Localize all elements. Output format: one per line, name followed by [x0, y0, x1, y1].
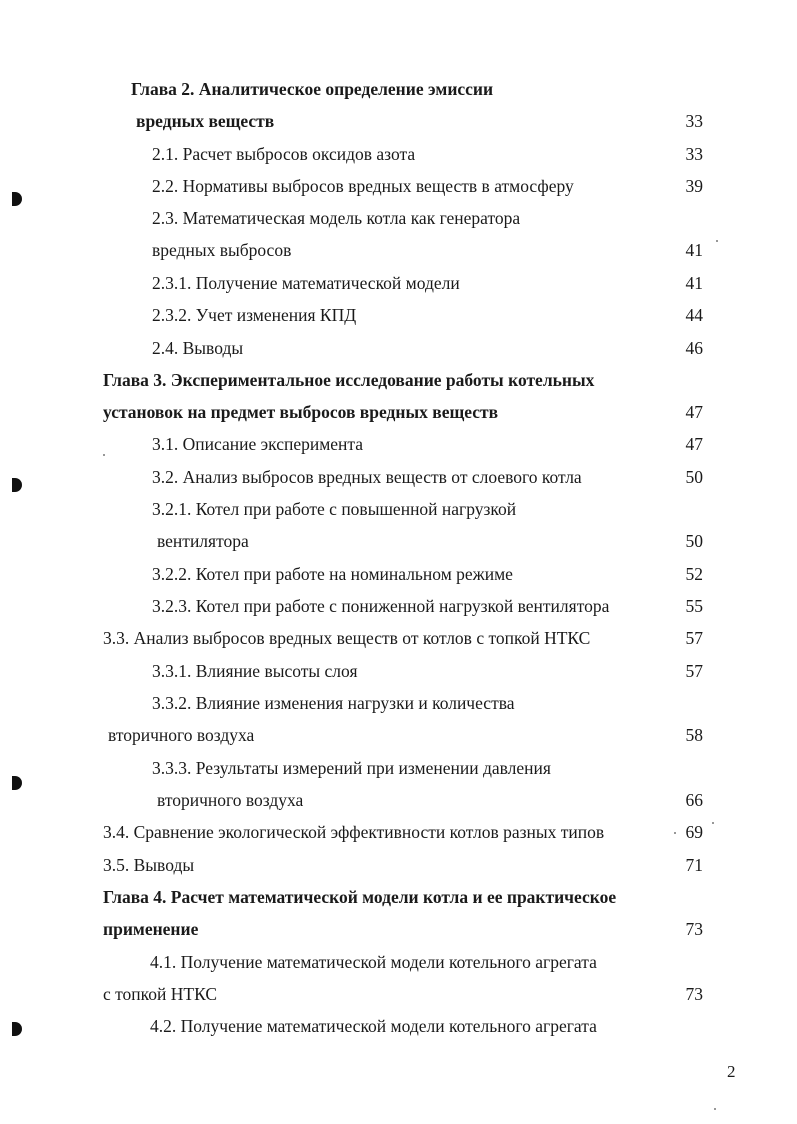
toc-line: применение [103, 919, 199, 939]
toc-page-number: 33 [685, 144, 703, 164]
toc-line: с топкой НТКС [103, 984, 218, 1004]
toc-line: 3.5. Выводы [103, 855, 195, 875]
toc-page-number: 73 [685, 919, 703, 939]
toc-line: вредных выбросов [152, 240, 292, 260]
toc-page-number: 50 [685, 531, 703, 551]
toc-line: 3.3.2. Влияние изменения нагрузки и количества [152, 693, 515, 713]
binding-mark [12, 776, 22, 790]
toc-page-number: 47 [685, 402, 703, 422]
toc-line: 3.3. Анализ выбросов вредных веществ от котлов с топкой НТКС [103, 628, 591, 648]
toc-page-number: 41 [685, 273, 703, 293]
toc-line: вентилятора [157, 531, 249, 551]
toc-line: Глава 4. Расчет математической модели котла и ее практическое [103, 887, 617, 907]
toc-line: 2.3.1. Получение математической модели [152, 273, 460, 293]
toc-page-number: 46 [685, 338, 703, 358]
toc-line: 3.2. Анализ выбросов вредных веществ от слоевого котла [152, 467, 582, 487]
toc-line: 3.3.3. Результаты измерений при изменении давления [152, 758, 551, 778]
toc-page-number: 71 [685, 855, 703, 875]
binding-mark [12, 478, 22, 492]
binding-mark [12, 1022, 22, 1036]
toc-page-number: 33 [685, 111, 703, 131]
toc-line: 3.2.1. Котел при работе с повышенной нагрузкой [152, 499, 517, 519]
toc-page-number: 69 [685, 822, 703, 842]
toc-page-number: 66 [685, 790, 703, 810]
toc-page-number: 39 [685, 176, 703, 196]
toc-line: вторичного воздуха [157, 790, 304, 810]
scan-speck [716, 240, 718, 242]
toc-line: 4.2. Получение математической модели котельного агрегата [150, 1016, 597, 1036]
toc-line: Глава 3. Экспериментальное исследование работы котельных [103, 370, 595, 390]
toc-line: Глава 2. Аналитическое определение эмиссии [131, 79, 494, 99]
toc-page-number: 55 [685, 596, 703, 616]
scan-speck [712, 822, 714, 824]
toc-line: 3.2.2. Котел при работе на номинальном режиме [152, 564, 513, 584]
toc-line: установок на предмет выбросов вредных веществ [103, 402, 499, 422]
toc-line: 3.1. Описание эксперимента [152, 434, 364, 454]
toc-line: 3.4. Сравнение экологической эффективности котлов разных типов [103, 822, 605, 842]
toc-page-number: 50 [685, 467, 703, 487]
toc-line: 2.3.2. Учет изменения КПД [152, 305, 357, 325]
toc-page-number: 57 [685, 661, 703, 681]
toc-page-number: 52 [685, 564, 703, 584]
toc-line: 2.2. Нормативы выбросов вредных веществ в атмосферу [152, 176, 574, 196]
toc-line: вредных веществ [136, 111, 275, 131]
page-number: 2 [727, 1062, 736, 1081]
toc-line: вторичного воздуха [108, 725, 255, 745]
toc-page-number: 47 [685, 434, 703, 454]
toc-line: 4.1. Получение математической модели котельного агрегата [150, 952, 597, 972]
binding-mark [12, 192, 22, 206]
toc-page-number: 57 [685, 628, 703, 648]
scan-speck [103, 454, 105, 456]
toc-page-number: 41 [685, 240, 703, 260]
toc-line: 2.4. Выводы [152, 338, 244, 358]
toc-line: 2.3. Математическая модель котла как генератора [152, 208, 521, 228]
toc-page-number: 44 [685, 305, 703, 325]
toc-line: 3.3.1. Влияние высоты слоя [152, 661, 358, 681]
toc-line: 2.1. Расчет выбросов оксидов азота [152, 144, 416, 164]
scan-speck [714, 1108, 716, 1110]
toc-page-number: 73 [685, 984, 703, 1004]
toc-line: 3.2.3. Котел при работе с пониженной нагрузкой вентилятора [152, 596, 610, 616]
toc-page-number: 58 [685, 725, 703, 745]
scan-speck [674, 832, 676, 834]
